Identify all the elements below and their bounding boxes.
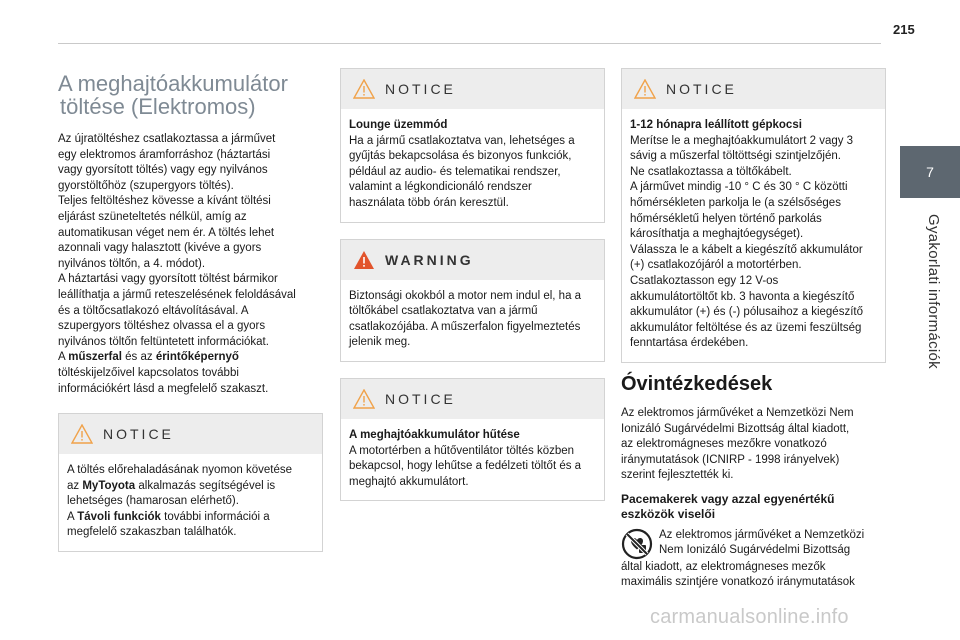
text-line: nyilvános töltőn, a 4. módot). — [58, 257, 206, 270]
section-title — [58, 72, 323, 118]
text-line: egy elektromos áramforráshoz (háztartási — [58, 148, 271, 161]
notice-triangle-icon — [353, 389, 375, 409]
text-line: A háztartási vagy gyorsított töltést bármikor — [58, 273, 278, 286]
notice-header — [59, 414, 322, 454]
text-line: Ionizáló Sugárvédelmi Bizottság által kiadott, — [621, 422, 850, 435]
page-number: 215 — [893, 22, 915, 37]
text-line: Biztonsági okokból a motor nem indul el, ha a — [349, 289, 582, 302]
text-line: akkumulátor feltöltése és az üzemi feszültség — [630, 321, 862, 334]
text-fragment: alkalmazás segítségével is — [135, 479, 276, 492]
text-line: Merítse le a meghajtóakkumulátort 2 vagy 3 — [630, 134, 854, 147]
notice-header — [622, 69, 885, 109]
watermark: carmanualsonline.info — [650, 606, 849, 628]
precautions-heading: Óvintézkedések — [621, 372, 773, 395]
notice-triangle-icon — [71, 424, 93, 444]
warning-label: WARNING — [385, 251, 474, 268]
text-line: használata több órán keresztül. — [349, 196, 509, 209]
text-line: töltőkábel csatlakoztatva van a jármű — [349, 305, 538, 318]
text-line: bekapcsol, hogy lehűtse a fedélzeti töltőt és a — [349, 460, 582, 473]
text-line: töltéskijelzőivel kapcsolatos további — [58, 366, 239, 379]
notice-header — [341, 379, 604, 419]
text-line: Válassza le a kábelt a kiegészítő akkumulátor — [630, 243, 863, 256]
text-line: és a töltőcsatlakozó eltávolításával. A — [58, 304, 249, 317]
notice-body — [59, 454, 322, 551]
heading-line: eszközök viselői — [621, 506, 716, 521]
notice-triangle-icon — [634, 79, 656, 99]
text-line: akkumulátortöltőt kb. 3 havonta a kiegészítő — [630, 290, 855, 303]
bold-term-dashboard: műszerfal — [68, 351, 122, 364]
text-line: gyorstöltőhöz (szupergyors töltés). — [58, 179, 234, 192]
text-line: szupergyors töltéshez olvassa el a gyors — [58, 320, 266, 333]
text-line: Az elektromos járművéket a Nemzetközi — [659, 528, 865, 541]
notice-header — [341, 69, 604, 109]
pacemaker-paragraph — [621, 560, 886, 591]
text-line: lehetséges (hamarosan elérhető). — [67, 495, 239, 508]
text-line: Ha a jármű csatlakoztatva van, lehetséges a — [349, 134, 575, 147]
text-line: károsíthatja a meghajtóegységet). — [630, 228, 804, 241]
text-line: Teljes feltöltéshez kövesse a kívánt töltési — [58, 195, 271, 208]
text-line: Az elektromos járművéket a Nemzetközi Nem — [621, 406, 854, 419]
header-divider — [58, 43, 881, 44]
warning-box — [340, 239, 605, 362]
notice-box — [621, 68, 886, 363]
notice-body — [622, 109, 885, 362]
notice-body — [341, 109, 604, 222]
notice-label: NOTICE — [385, 81, 456, 97]
pacemaker-warning — [621, 528, 886, 560]
notice-title: A meghajtóakkumulátor hűtése — [349, 428, 520, 441]
chapter-tab[interactable]: 7 — [900, 146, 960, 198]
pacemaker-heading — [621, 492, 886, 522]
bold-term-touchscreen: érintőképernyő — [155, 351, 239, 364]
text-fragment: további információi a — [160, 510, 270, 523]
warning-body — [341, 280, 604, 361]
notice-box — [340, 68, 605, 223]
warning-triangle-icon — [353, 250, 375, 270]
text-line: az elektromágneses mezőkre vonatkozó — [621, 438, 827, 451]
text-line: jelenik meg. — [349, 336, 411, 349]
text-line: iránymutatások (ICNIRP - 1998 irányelvek) — [621, 453, 840, 466]
notice-box — [340, 378, 605, 501]
text-line: A motortérben a hűtőventilátor töltés közben — [349, 444, 575, 457]
column-middle — [340, 68, 605, 517]
precautions-paragraph — [621, 406, 886, 484]
text-line: maximális szintjére vonatkozó iránymutatások — [621, 576, 855, 589]
text-line — [67, 479, 314, 495]
text-line: hőmérsékletű helyen történő parkolás — [630, 212, 822, 225]
text-line: meghajtó akkumulátort. — [349, 475, 469, 488]
text-line: Nem Ionizáló Sugárvédelmi Bizottság — [659, 544, 851, 557]
column-left — [58, 72, 323, 568]
text-line: nyilvános töltőn feltüntetett információkat. — [58, 335, 269, 348]
text-line: azonnali vagy halasztott (kivéve a gyors — [58, 242, 262, 255]
section-title-line-2: töltése (Elektromos) — [60, 94, 256, 119]
text-line: Az újratöltéshez csatlakoztassa a járművet — [58, 133, 276, 145]
warning-header — [341, 240, 604, 280]
notice-triangle-icon — [353, 79, 375, 99]
text-line: csatlakozójába. A műszerfalon figyelmeztetés — [349, 320, 581, 333]
column-right — [621, 68, 886, 591]
text-line: például az audio- és telematikai rendszer, — [349, 165, 561, 178]
text-line: (+) csatlakozójáról a motortérben. — [630, 259, 802, 272]
bold-term-remote-functions: Távoli funkciók — [77, 510, 161, 523]
pacemaker-icon-text — [659, 528, 864, 560]
charging-intro-paragraph — [58, 132, 323, 397]
text-line: megfelelő szakaszban találhatók. — [67, 526, 237, 539]
text-line — [67, 510, 314, 526]
text-line: automatikusan véget nem ér. A töltés lehet — [58, 226, 275, 239]
text-line: A járművet mindig -10 ° C és 30 ° C közötti — [630, 181, 848, 194]
text-line: hőmérsékleten parkolja le (a szélsőséges — [630, 196, 841, 209]
text-line: sávig a műszerfal töltöttségi szintjelzőjén. — [630, 150, 841, 163]
chapter-title: Gyakorlati információk — [925, 214, 942, 369]
text-line: információkért lásd a megfelelő szakaszt. — [58, 382, 269, 395]
text-line: akkumulátor (+) és (-) pólusaihoz a kiegészítő — [630, 306, 863, 319]
notice-title: Lounge üzemmód — [349, 119, 448, 131]
heading-line: Pacemakerek vagy azzal egyenértékű — [621, 491, 835, 506]
text-line: A töltés előrehaladásának nyomon követése — [67, 464, 293, 477]
notice-label: NOTICE — [103, 426, 174, 443]
text-line: gyűjtás bekapcsolása és bizonyos funkciók, — [349, 150, 572, 163]
section-title-line-1: A meghajtóakkumulátor — [58, 71, 288, 96]
text-fragment: és az — [121, 351, 156, 364]
text-line: vagy gyorsított töltés) vagy egy nyilvános — [58, 164, 268, 177]
text-line: valamint a légkondicionáló rendszer — [349, 181, 532, 194]
notice-body — [341, 419, 604, 500]
text-line: leállíthatja a jármű reteszelésének feloldásával — [58, 288, 296, 301]
text-line: eljárást szüneteltetés nélkül, amíg az — [58, 210, 247, 223]
text-line: fenntartása érdekében. — [630, 337, 749, 350]
text-fragment: az — [67, 479, 83, 492]
text-line: Csatlakoztasson egy 12 V-os — [630, 274, 779, 287]
text-line — [58, 350, 323, 366]
text-fragment: A — [67, 510, 78, 523]
bold-term-mytoyota: MyToyota — [82, 479, 136, 492]
notice-title: 1-12 hónapra leállított gépkocsi — [630, 119, 802, 131]
text-line: Ne csatlakoztassa a töltőkábelt. — [630, 165, 792, 178]
text-fragment: A — [58, 351, 69, 364]
pacemaker-prohibited-icon — [621, 528, 653, 560]
text-line: szerint fejlesztették ki. — [621, 469, 734, 482]
notice-label: NOTICE — [666, 81, 737, 97]
notice-label: NOTICE — [385, 390, 456, 407]
notice-box — [58, 413, 323, 552]
text-line: által kiadott, az elektromágneses mezők — [621, 560, 826, 573]
